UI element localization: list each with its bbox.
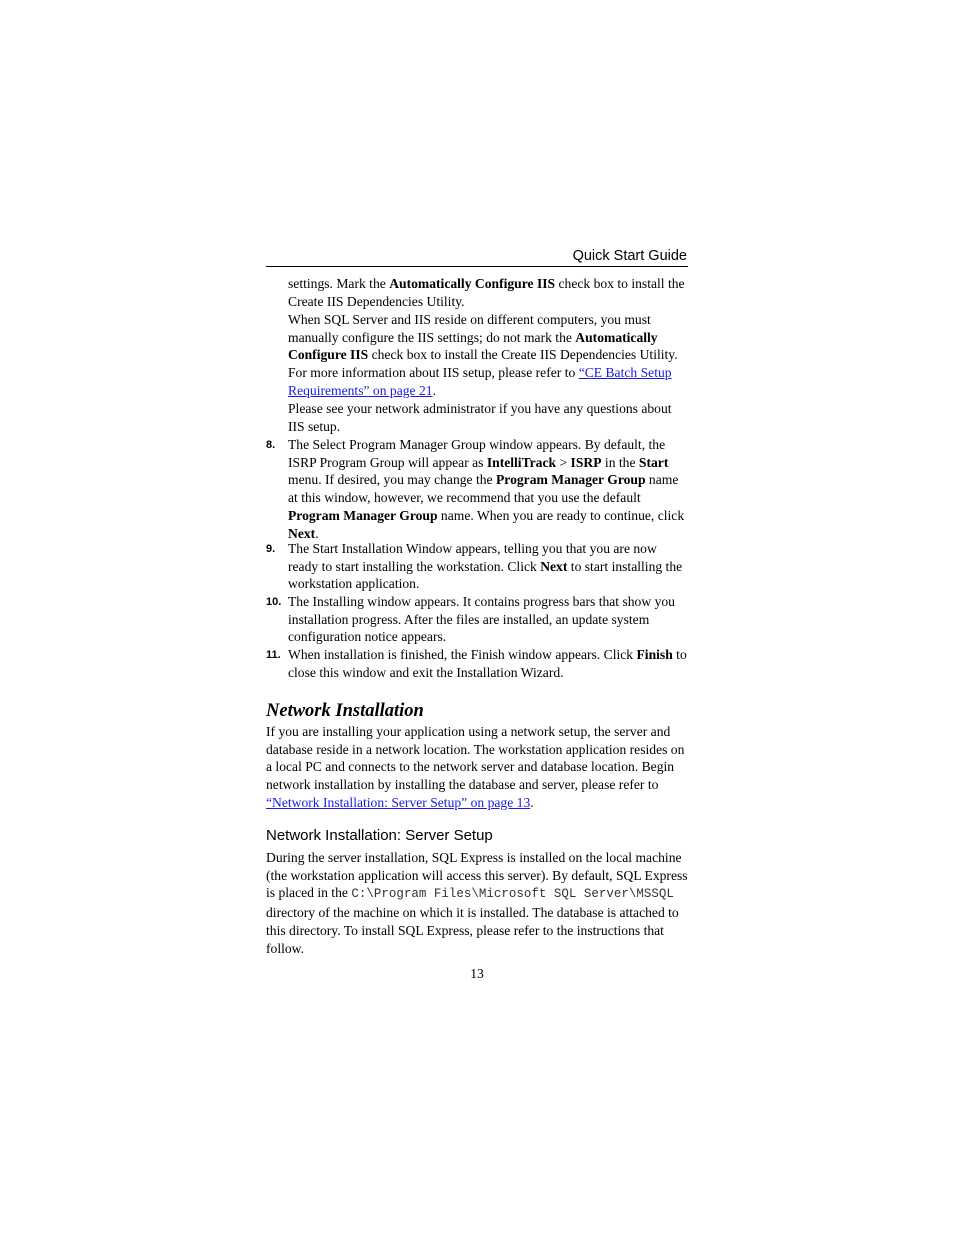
- server-setup-paragraph: During the server installation, SQL Express is installed on the local machine (the workstation application will access this server). By default, SQL Express is placed in the C:\Program Files\Microsoft SQL Server\MSSQL directory of the machine on which it is installed. The database is attached to this directory. To install SQL Express, please refer to the instructions that follow.: [266, 850, 688, 956]
- network-installation-paragraph: If you are installing your application using a network setup, the server and database reside in a network location. The workstation application resides on a local PC and connects to the network server and database location. Begin network installation by installing the database and server, please refer to “Network Installation: Server Setup” on page 13.: [266, 724, 685, 810]
- iis-checkbox-note: settings. Mark the Automatically Configure IIS check box to install the Create IIS Dependencies Utility.: [288, 276, 685, 309]
- step-9-text: The Start Installation Window appears, telling you that you are now ready to start installing the workstation. Click Next to start installing the workstation application.: [288, 541, 683, 592]
- step-11-text: When installation is finished, the Finish window appears. Click Finish to close this window and exit the Installation Wizard.: [288, 647, 687, 680]
- continuation-paragraph: [288, 275, 690, 310]
- step-number: 10.: [266, 596, 282, 608]
- page-number: 13: [470, 966, 484, 981]
- step-number: 8.: [266, 439, 276, 451]
- header-rule: [266, 266, 688, 267]
- step-10-text: The Installing window appears. It contains progress bars that show you installation progress. After the files are installed, an update system configuration notice appears.: [288, 594, 675, 645]
- step-number: 9.: [266, 543, 276, 555]
- admin-note-paragraph: Please see your network administrator if you have any questions about IIS setup.: [288, 401, 672, 434]
- install-path: C:\Program Files\Microsoft SQL Server\MSSQL: [351, 887, 674, 902]
- separate-computers-paragraph: When SQL Server and IIS reside on different computers, you must manually configure the IIS settings; do not mark the Automatically Configure IIS check box to install the Create IIS Dependencies Utility. For more information about IIS setup, please refer to “CE Batch Setup Requirements” on page 21.: [288, 312, 678, 398]
- server-setup-link[interactable]: “Network Installation: Server Setup” on page 13: [266, 794, 531, 810]
- step-8-text: The Select Program Manager Group window appears. By default, the ISRP Program Group will appear as IntelliTrack > ISRP in the Start menu. If desired, you may change the Program Manager Group name at this window, however, we recommend that you use the default Program Manager Group name. When you are ready to continue, click Next.: [288, 437, 685, 541]
- section-heading: Network Installation: [266, 701, 424, 721]
- subsection-heading: Network Installation: Server Setup: [266, 827, 493, 844]
- step-number: 11.: [266, 649, 281, 661]
- running-header: Quick Start Guide: [572, 248, 687, 264]
- ce-batch-setup-link[interactable]: “CE Batch Setup Requirements” on page 21: [288, 365, 672, 398]
